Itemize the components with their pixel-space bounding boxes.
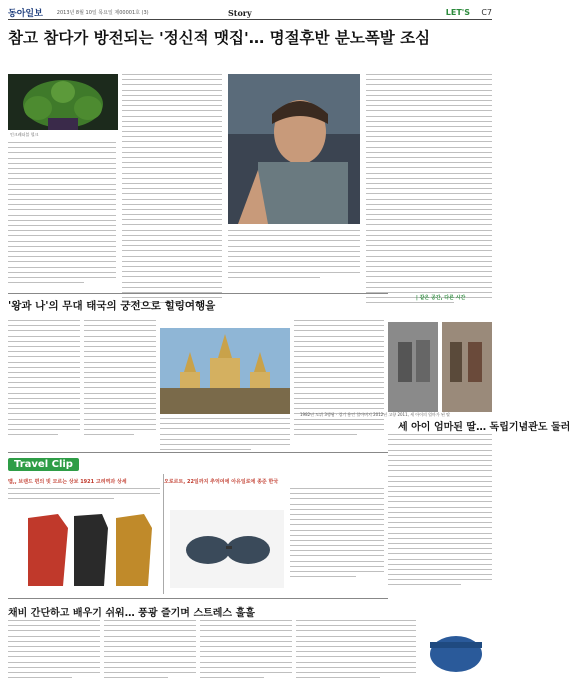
side-strap: | 같은 공간, 다른 시간 <box>416 295 466 301</box>
bottom-headline: 채비 간단하고 배우기 쉬워… 풍광 즐기며 스트레스 훌훌 <box>8 608 255 619</box>
article-column-4 <box>366 74 492 307</box>
travel-divider <box>8 452 388 453</box>
thai-column-1 <box>8 320 80 439</box>
thai-column-4 <box>160 418 290 454</box>
pot-image <box>420 624 492 680</box>
issue-date: 2013년 8월 10일 목요일 제00001호 (3) <box>56 10 149 16</box>
hulk-caption: 인크레더블 헐크 <box>10 132 39 137</box>
newspaper-brand: 동아일보 <box>8 9 43 19</box>
travel-clip-label: Travel Clip <box>8 458 79 471</box>
bottom-column-3 <box>200 620 292 682</box>
old-photos <box>388 322 492 412</box>
lets-logo: LET'S <box>445 8 470 17</box>
old-photos-caption: 1982년 도뷔 3행됨 · 경기 용인 할아버지 2012년 고향 2011, 세 아이의 엄마가 된 딸 <box>300 412 451 417</box>
section-divider <box>8 293 388 294</box>
travel-text-b <box>290 488 384 581</box>
thai-column-3 <box>294 320 384 439</box>
main-headline: 참고 참다가 방전되는 '정신적 맷집'… 명절후반 분노폭발 조심 <box>8 29 431 47</box>
article-column-1 <box>8 142 116 287</box>
page-header <box>8 6 492 20</box>
jacket-image <box>8 508 160 590</box>
portrait-photo <box>228 74 360 224</box>
thai-temple-image <box>160 328 290 414</box>
travel-vdivider <box>163 474 164 594</box>
right-headline: 세 아이 엄마된 딸… 독립기념관도 둘러 <box>398 422 570 433</box>
right-column-1 <box>388 434 492 590</box>
bottom-column-1 <box>8 620 100 682</box>
hulk-image <box>8 74 118 130</box>
travel-text-a <box>8 488 160 504</box>
page-number: C7 <box>481 8 492 17</box>
section-label: Story <box>228 7 252 18</box>
bottom-column-2 <box>104 620 196 682</box>
article-column-2 <box>122 74 222 307</box>
travel-sub-a: 맵,, 브랜드 편의 빗 모르는 상보 1921 고려역과 상세 <box>8 479 127 485</box>
bottom-column-4 <box>296 620 416 682</box>
glasses-image <box>170 510 284 588</box>
thai-column-2 <box>84 320 156 439</box>
article-column-3b <box>228 230 360 282</box>
middle-headline: '왕과 나'의 무대 태국의 궁전으로 힐링여행을 <box>8 300 216 312</box>
travel-sub-b: 오로르트, 22일까지 추억여에 아유일로에 종준 한국 <box>164 479 279 485</box>
bottom-divider <box>8 598 388 599</box>
